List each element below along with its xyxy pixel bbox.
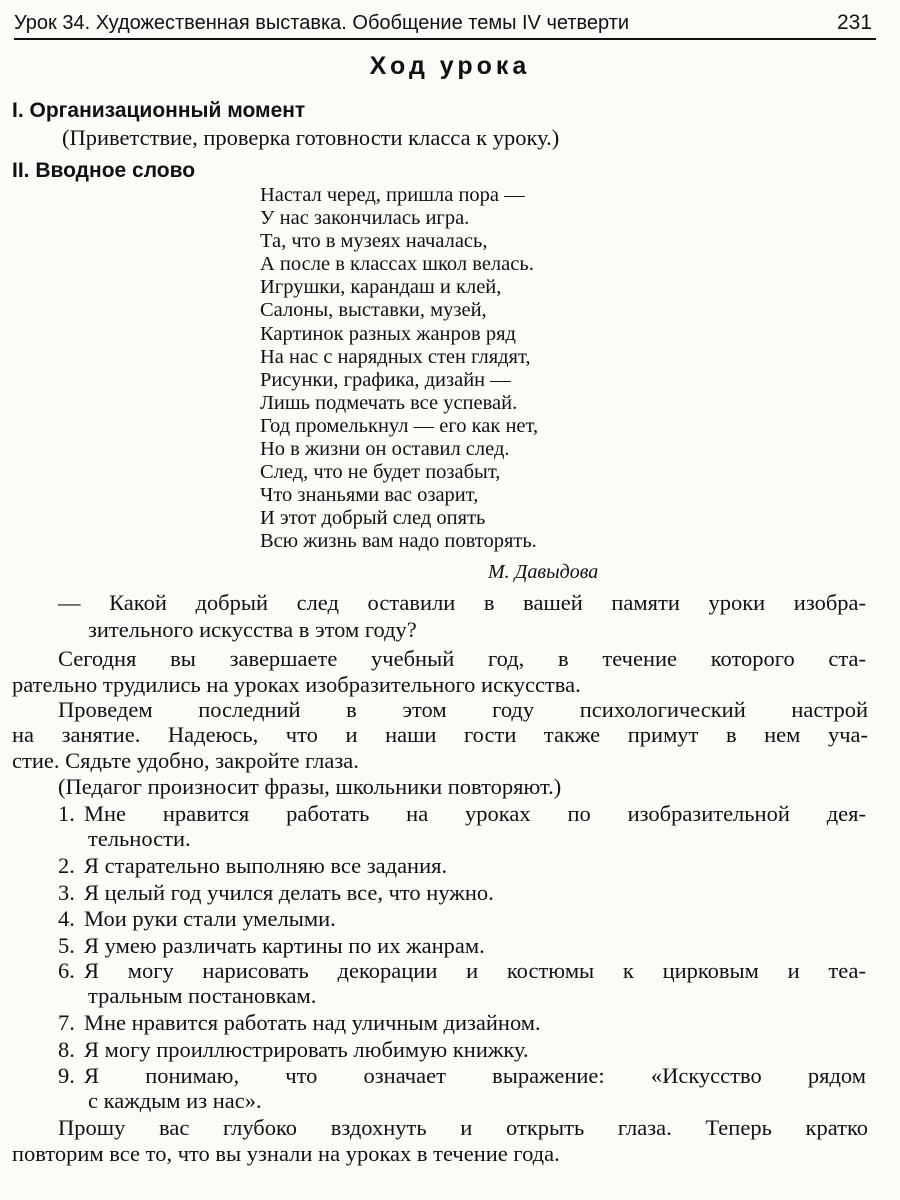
question-line: зительного искусства в этом году? [88,617,417,642]
paragraph-line: на занятие. Надеюсь, что и наши гости также примут в нем уча- [12,722,868,747]
phrase-item [58,801,866,827]
phrase-item [58,1010,541,1036]
phrase-number: 7. [58,1010,75,1035]
teacher-note: (Педагог произносит фразы, школьники повторяют.) [58,774,562,799]
lesson-title: Ход урока [369,52,531,80]
phrase-item [58,1037,529,1063]
phrase-number: 5. [58,933,75,958]
poem-line: А после в классах школ велась. [260,253,534,276]
section1-text: (Приветствие, проверка готовности класса к уроку.) [62,125,560,150]
phrase-continuation: тельности. [88,826,191,851]
phrase-text: Мне нравится работать на уроках по изобразительной дея- [84,801,866,826]
phrase-continuation: с каждым из нас». [88,1088,262,1113]
phrase-text: Мне нравится работать над уличным дизайном. [84,1010,541,1035]
paragraph-line: Проведем последний в этом году психологический настрой [58,697,868,722]
poem-line: Но в жизни он оставил след. [260,438,510,461]
phrase-text: Я понимаю, что означает выражение: «Искусство рядом [84,1063,866,1088]
phrase-item [58,906,336,932]
phrase-item [58,958,866,984]
poem-line: Что знаньями вас озарит, [260,484,479,507]
poem-line: Год промелькнул — его как нет, [260,414,539,437]
poem-line: Всю жизнь вам надо повторять. [260,530,537,553]
phrase-item [58,853,447,879]
paragraph-line: стие. Сядьте удобно, закройте глаза. [12,748,359,773]
phrase-item [58,933,485,959]
phrase-item [58,880,494,906]
running-head-title: Урок 34. Художественная выставка. Обобщение темы IV четверти [14,12,630,34]
question-line: — Какой добрый след оставили в вашей памяти уроки изобра- [58,590,866,615]
section-heading-organizational: I. Организационный момент [12,99,306,122]
closing-line: повторим все то, что вы узнали на уроках в течение года. [12,1141,560,1166]
poem-line: У нас закончилась игра. [260,207,470,230]
poem [260,184,538,554]
poem-line: Та, что в музеях началась, [260,230,488,253]
paragraph-line: рательно трудились на уроках изобразительного искусства. [12,672,581,697]
phrase-text: Я старательно выполняю все задания. [84,853,448,878]
phrase-text: Я умею различать картины по их жанрам. [84,933,485,958]
phrase-text: Я могу нарисовать декорации и костюмы к цирковым и теа- [84,958,866,983]
poem-line: Рисунки, графика, дизайн — [260,368,511,391]
poem-line: След, что не будет позабыт, [260,461,501,484]
poem-line: Картинок разных жанров ряд [260,322,516,345]
phrase-number: 9. [58,1063,75,1088]
poem-line: И этот добрый след опять [260,507,486,530]
phrase-number: 2. [58,853,75,878]
phrase-number: 3. [58,880,75,905]
phrase-number: 1. [58,801,75,826]
running-head [14,8,876,40]
paragraph-line: Сегодня вы завершаете учебный год, в течение которого ста- [58,646,866,671]
phrase-number: 8. [58,1037,75,1062]
poem-line: Настал черед, пришла пора — [260,184,525,206]
phrase-text: Я целый год учился делать все, что нужно. [84,880,494,905]
phrase-text: Я могу проиллюстрировать любимую книжку. [84,1037,529,1062]
poem-line: Лишь подмечать все успевай. [260,391,518,414]
poem-line: Игрушки, карандаш и клей, [260,276,502,299]
phrase-continuation: тральным постановкам. [88,983,317,1008]
phrase-number: 6. [58,958,75,983]
poem-line: На нас с нарядных стен глядят, [260,345,531,368]
phrase-item [58,1063,866,1089]
poem-author: М. Давыдова [488,561,599,583]
poem-line: Салоны, выставки, музей, [260,299,487,322]
section-heading-intro: II. Вводное слово [12,159,196,182]
page-number: 231 [836,11,872,34]
closing-line: Прошу вас глубоко вздохнуть и открыть глаза. Теперь кратко [58,1115,868,1140]
phrase-number: 4. [58,906,75,931]
phrase-text: Мои руки стали умелыми. [84,906,336,931]
